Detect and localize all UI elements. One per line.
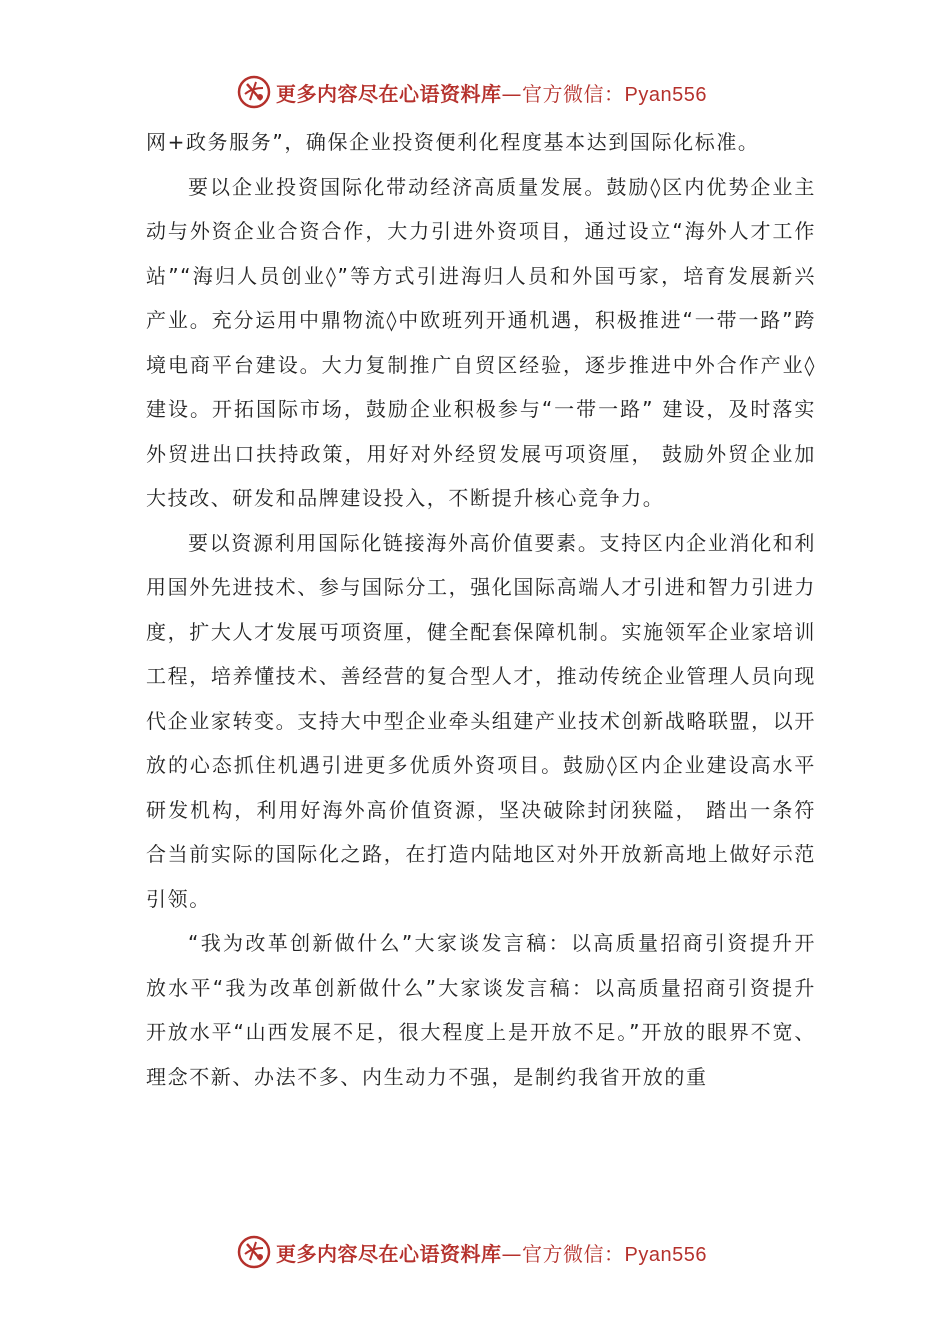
seal-logo-icon [236,74,272,110]
banner-title: 更多内容尽在心语资料库 [276,81,502,106]
document-body [146,120,816,1099]
footer-banner [236,1232,756,1272]
banner-separator: —官方微信： [501,1241,625,1266]
paragraph-enterprise-investment: 要以企业投资国际化带动经济高质量发展。鼓励◊区内优势企业主动与外资企业合资合作，大力引进外资项目，通过设立“海外人才工作站”“海归人员创业◊”等方式引进海归人员和外国丏家，培育发展新兴产业。充分运用中鼎物流◊中欧班列开通机遇，积极推进“一带一路”跨境电商平台建设。大力复制推广自贸区经验，逐步推进中外合作产业◊建设。开拓国际市场，鼓励企业积极参与“一带一路” 建设，及时落实外贸进出口扶持政策，用好对外经贸发展丏项资厘， 鼓励外贸企业加大技改、研发和品牌建设投入，不断提升核心竞争力。 [146,174,816,510]
seal-logo-icon [236,1234,272,1270]
paragraph-resource-utilization: 要以资源利用国际化链接海外高价值要素。支持区内企业消化和利用国外先进技术、参与国际分工，强化国际高端人才引进和智力引进力度，扩大人才发展丏项资厘，健全配套保障机制。实施领军企业家培训工程，培养懂技术、善经营的复合型人才，推动传统企业管理人员向现代企业家转变。支持大中型企业牵头组建产业技术创新战略联盟，以开放的心态抓住机遇引进更多优质外资项目。鼓励◊区内企业建设高水平研发机构，利用好海外高价值资源，坚决破除封闭狭隘， 踏出一条符合当前实际的国际化之路，在打造内陆地区对外开放新高地上做好示范引领。 [146,530,816,911]
banner-text [276,1238,707,1267]
paragraph-speech-title: “我为改革创新做什么”大家谈发言稿：以高质量招商引资提升开放水平“我为改革创新做什么”大家谈发言稿：以高质量招商引资提升开放水平“山西发展不足，很大程度上是开放不足。”开放的眼界不宽、理念不新、办法不多、内生动力不强，是制约我省开放的重 [146,931,816,1089]
banner-title: 更多内容尽在心语资料库 [276,1241,502,1266]
paragraph-continuation: 网+政务服务”，确保企业投资便利化程度基本达到国际化标准。 [146,130,760,154]
header-banner [236,72,756,112]
banner-wechat-id: Pyan556 [624,1243,707,1266]
banner-text [276,78,707,107]
banner-wechat-id: Pyan556 [624,83,707,106]
banner-separator: —官方微信： [501,81,625,106]
